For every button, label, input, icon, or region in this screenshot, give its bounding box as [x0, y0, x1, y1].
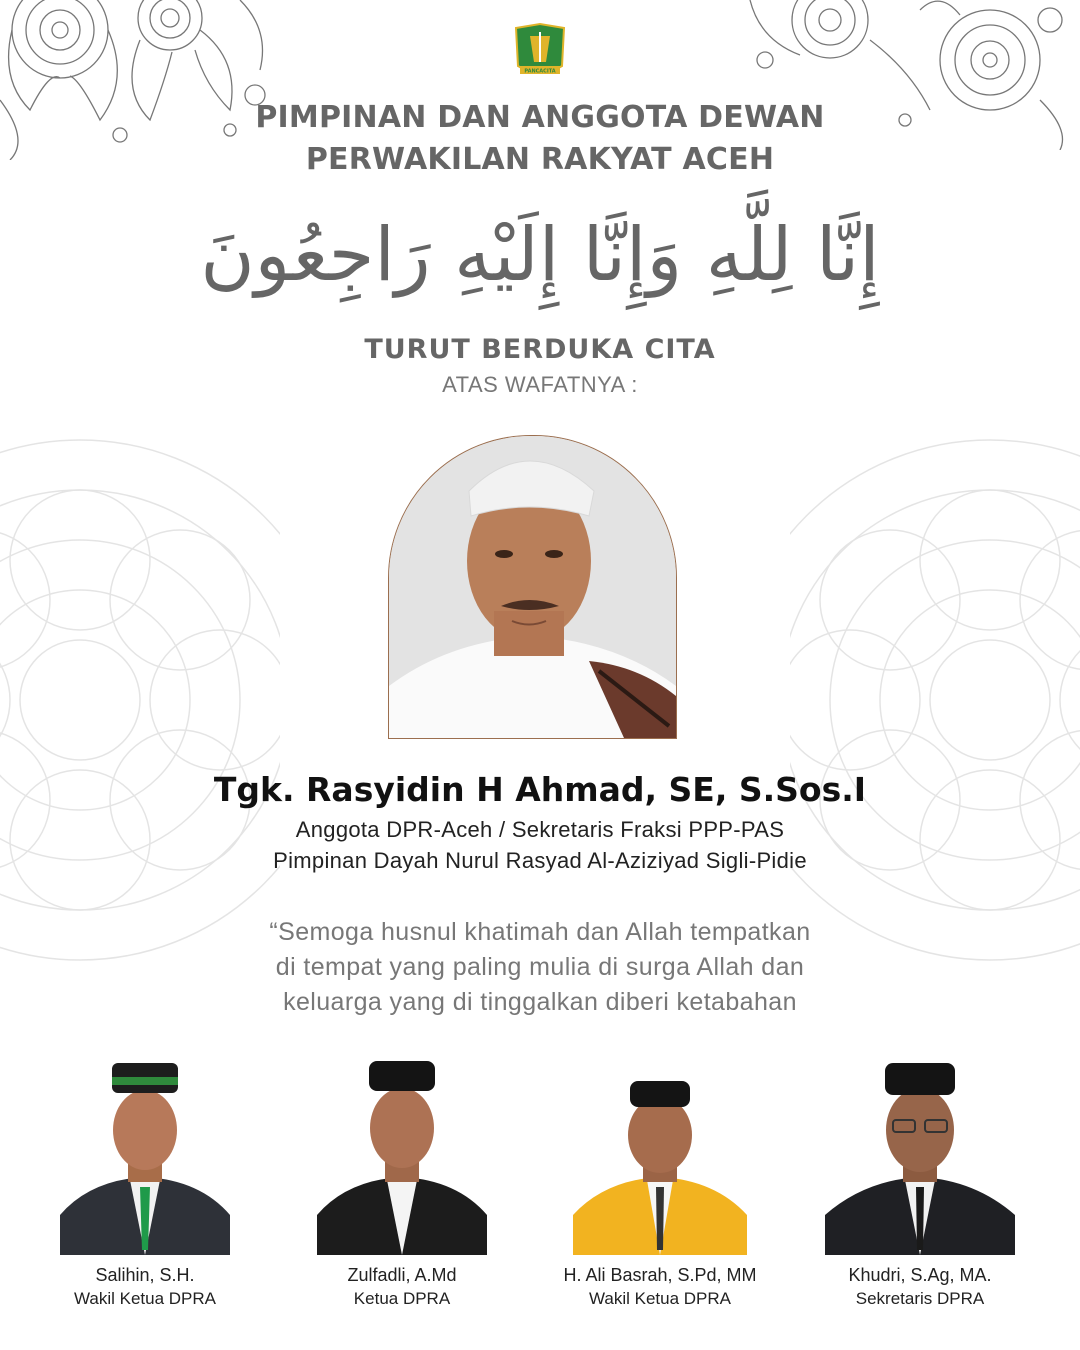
aceh-crest-logo — [512, 22, 568, 80]
member-role: Wakil Ketua DPRA — [73, 1289, 217, 1308]
org-title-line1: PIMPINAN DAN ANGGOTA DEWAN — [255, 100, 825, 135]
deceased-name: Tgk. Rasyidin H Ahmad, SE, S.Sos.I — [213, 770, 867, 809]
member-role: Ketua DPRA — [353, 1289, 451, 1308]
member-card — [535, 1055, 785, 1308]
mandala-ornament-right — [790, 420, 1080, 980]
member-photo — [277, 1055, 527, 1255]
prayer-line3: keluarga yang di tinggalkan diberi ketabahan — [283, 988, 797, 1016]
member-card — [795, 1055, 1045, 1308]
member-name: Zulfadli, A.Md — [347, 1265, 457, 1285]
deceased-role-line2: Pimpinan Dayah Nurul Rasyad Al-Aziziyad Sigli-Pidie — [273, 848, 807, 873]
member-photo — [535, 1055, 785, 1255]
member-role: Wakil Ketua DPRA — [588, 1289, 732, 1308]
mandala-ornament-left — [0, 420, 280, 980]
prayer-line1: “Semoga husnul khatimah dan Allah tempatkan — [269, 918, 811, 946]
member-role: Sekretaris DPRA — [855, 1289, 985, 1308]
condolence-subheading: ATAS WAFATNYA : — [442, 372, 638, 397]
condolence-heading: TURUT BERDUKA CITA — [364, 334, 716, 365]
arabic-calligraphy: إِنَّا لِلَّهِ وَإِنَّا إِلَيْهِ رَاجِعُونَ — [200, 212, 880, 298]
floral-corner-left — [0, 0, 290, 160]
prayer-line2: di tempat yang paling mulia di surga Allah dan — [275, 953, 805, 981]
member-name: H. Ali Basrah, S.Pd, MM — [563, 1265, 757, 1285]
member-card — [277, 1055, 527, 1308]
deceased-portrait — [388, 435, 677, 739]
member-photo — [20, 1055, 270, 1255]
svg-text:PANCACITA: PANCACITA — [524, 68, 556, 75]
member-photo — [795, 1055, 1045, 1255]
member-card — [20, 1055, 270, 1308]
org-title-line2: PERWAKILAN RAKYAT ACEH — [305, 142, 775, 177]
deceased-role-line1: Anggota DPR-Aceh / Sekretaris Fraksi PPP-PAS — [295, 817, 785, 842]
member-name: Salihin, S.H. — [95, 1265, 195, 1285]
member-name: Khudri, S.Ag, MA. — [848, 1265, 992, 1285]
